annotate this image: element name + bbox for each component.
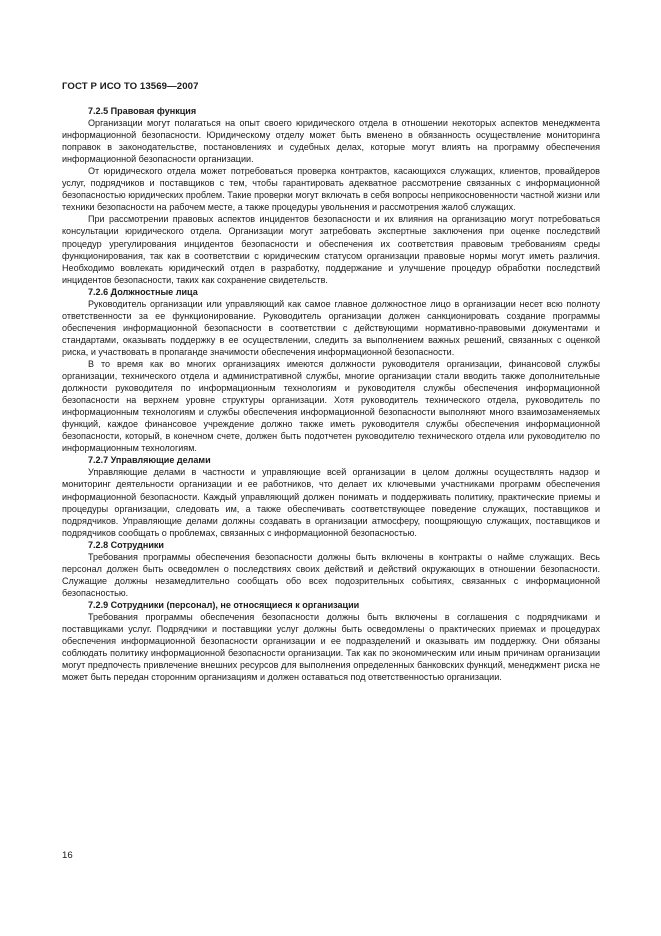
- section-heading: 7.2.9 Сотрудники (персонал), не относящиеся к организации: [88, 599, 360, 610]
- paragraph: Управляющие делами в частности и управляющие всей организации в целом должны осуществлять надзор и мониторинг деятельности организации и ее работников, что делает их ключевыми участниками программ обеспечения информационной безопасности. Каждый управляющий должен понимать и поддерживать политику, практические приемы и процедуры организации, следовать им, а также обеспечивать соответствующее поведение служащих, поставщиков и подрядчиков. Управляющие делами должны создавать в организации атмосферу, поощряющую служащих, поставщиков и подрядчиков сообщать о проблемах, связанных с информационной безопасностью.: [62, 467, 600, 538]
- document-body: [62, 105, 600, 683]
- section-heading: 7.2.5 Правовая функция: [88, 106, 197, 116]
- paragraph: Требования программы обеспечения безопасности должны быть включены в контракты о найме служащих. Весь персонал должен быть осведомлен о последствиях своих действий и действий окружающих в отношении безопасности. Служащие должны незамедлительно сообщать обо всех подозрительных событиях, связанных с информационной безопасностью.: [62, 551, 600, 598]
- section-managers: [62, 454, 600, 538]
- section-employees: [62, 539, 600, 599]
- section-heading: 7.2.7 Управляющие делами: [88, 455, 211, 466]
- section-heading: 7.2.6 Должностные лица: [88, 286, 198, 297]
- section-officials: [62, 286, 600, 455]
- paragraph: От юридического отдела может потребоваться проверка контрактов, касающихся служащих, клиентов, провайдеров услуг, подрядчиков и поставщиков с тем, чтобы гарантировать адекватное рассмотрение связанных с информационной безопасностью юридических проблем. Такие проверки могут включать в себя вопросы неприкосновенности частной жизни или техники безопасности на рабочем месте, а также процедуры увольнения и рассмотрения жалоб служащих.: [62, 166, 600, 213]
- page-number: 16: [62, 850, 73, 861]
- paragraph: Руководитель организации или управляющий как самое главное должностное лицо в организации несет всю полноту ответственности за ее функционирование. Руководитель организации должен санкционировать создание программы обеспечения информационной безопасности в соответствии с действующими нормативно-правовыми документами и стандартами, оказывать поддержку в ее осуществлении, следить за выполнением важных решений, связанных с оценкой риска, и участвовать в пропаганде значимости обеспечения информационной безопасности.: [62, 298, 600, 357]
- document-header: ГОСТ Р ИСО ТО 13569—2007: [62, 81, 199, 92]
- paragraph: Организации могут полагаться на опыт своего юридического отдела в отношении некоторых аспектов менеджмента информационной безопасности. Юридическому отделу может быть вменено в обязанность осуществление мониторинга поправок в законодательстве, постановлениях и судебных делах, которые могут влиять на программу обеспечения информационной безопасности организации.: [62, 118, 600, 165]
- section-legal-function: [62, 105, 600, 286]
- section-heading: 7.2.8 Сотрудники: [88, 539, 164, 550]
- paragraph: При рассмотрении правовых аспектов инцидентов безопасности и их влияния на организацию могут потребоваться консультации юридического отдела. Организации могут затребовать экспертные заключения при оценке последствий процедур урегулирования инцидентов безопасности и обеспечения их соответствия правовым требованиям среды функционирования, так как в соответствии с юридическим статусом организации правовые нормы могут иметь различия. Необходимо вовлекать юридический отдел в разработку, поддержание и улучшение процедур обработки последствий инцидентов безопасности, таких как сохранение свидетельств.: [62, 214, 600, 285]
- paragraph: В то время как во многих организациях имеются должности руководителя организации, финансовой службы организации, технического отдела и административной службы, многие организации стали вводить также дополнительные должности руководителя по информационным технологиям и руководителя службы обеспечения информационной безопасности на верхнем уровне структуры организации. Хотя руководитель технического отдела, руководитель по информационным технологиям и службы обеспечения информационной безопасности выполняют много взаимозаменяемых функций, каждое финансовое учреждение должно также иметь руководителя службы обеспечения информационной безопасности, который, в конечном счете, должен быть подотчетен руководителю технического отдела или руководителю по информационным технологиям.: [62, 358, 600, 454]
- paragraph: Требования программы обеспечения безопасности должны быть включены в соглашения с подрядчиками и поставщиками услуг. Подрядчики и поставщики услуг должны быть осведомлены о практических приемах и процедурах обеспечения информационной безопасности организации и ее подразделений и оказывать им поддержку. Они обязаны соблюдать политику информационной безопасности организации. Так как по экономическим или иным причинам организации могут предпочесть привлечение внешних ресурсов для выполнения определенных банковских функций, менеджмент риска не может быть передан сторонним организациям и должен оставаться под ответственностью организации.: [62, 611, 600, 683]
- section-external-personnel: [62, 599, 600, 683]
